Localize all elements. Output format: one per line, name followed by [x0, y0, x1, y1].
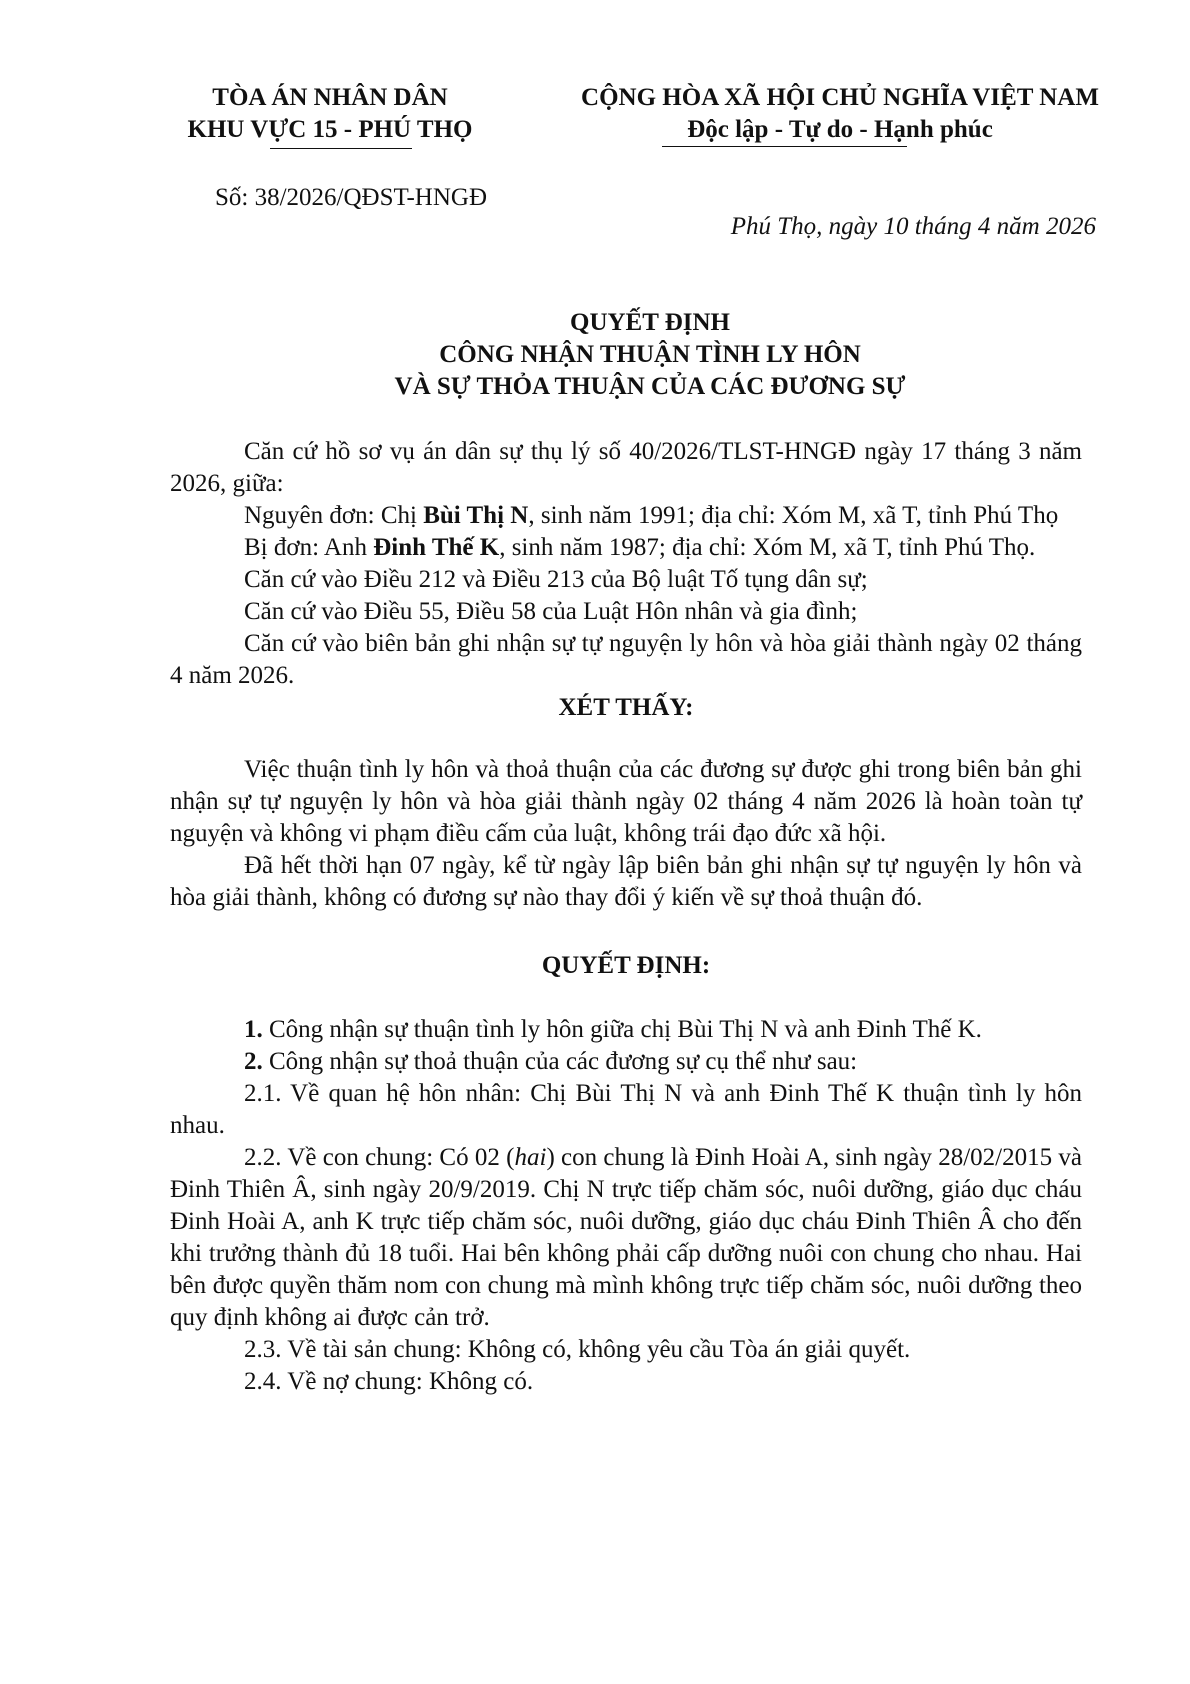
defendant-name: Đinh Thế K	[373, 534, 500, 561]
defendant-paragraph: Bị đơn: Anh Đinh Thế K, sinh năm 1987; địa chỉ: Xóm M, xã T, tỉnh Phú Thọ.	[244, 534, 1036, 561]
document-number: Số: 38/2026/QĐST-HNGĐ	[215, 184, 488, 211]
motto-underline	[662, 146, 907, 147]
legal-basis-3: Căn cứ vào biên bản ghi nhận sự tự nguyện ly hôn và hòa giải thành ngày 02 tháng 4 năm 2026.	[170, 630, 1082, 689]
findings-heading: XÉT THẤY:	[558, 694, 694, 721]
court-name-line1: TÒA ÁN NHÂN DÂN	[212, 84, 448, 111]
court-name-block	[170, 82, 490, 146]
findings-paragraph-2: Đã hết thời hạn 07 ngày, kể từ ngày lập biên bản ghi nhận sự tự nguyện ly hôn và hòa giải thành, không có đương sự nào thay đổi ý kiến về sự thoả thuận đó.	[170, 852, 1082, 911]
court-underline	[270, 148, 412, 149]
decision-item-2: 2. Công nhận sự thoả thuận của các đương sự cụ thể như sau:	[244, 1048, 858, 1075]
decision-item-2-2: 2.2. Về con chung: Có 02 (hai) con chung là Đinh Hoài A, sinh ngày 28/02/2015 và Đinh Thiên Â, sinh ngày 20/9/2019. Chị N trực tiếp chăm sóc, nuôi dưỡng, giáo dục cháu Đinh Hoài A, anh K trực tiếp chăm sóc, nuôi dưỡng, giáo dục cháu Đinh Thiên Â cho đến khi trưởng thành đủ 18 tuổi. Hai bên không phải cấp dưỡng nuôi con chung cho nhau. Hai bên được quyền thăm nom con chung mà mình không trực tiếp chăm sóc, nuôi dưỡng theo quy định không ai được cản trở.	[170, 1144, 1083, 1331]
legal-basis-2: Căn cứ vào Điều 55, Điều 58 của Luật Hôn nhân và gia đình;	[244, 598, 858, 625]
place-date: Phú Thọ, ngày 10 tháng 4 năm 2026	[730, 213, 1096, 240]
decision-item-2-4: 2.4. Về nợ chung: Không có.	[244, 1368, 534, 1395]
plaintiff-name: Bùi Thị N	[423, 502, 529, 529]
document-title	[170, 307, 1130, 403]
nation-name: CỘNG HÒA XÃ HỘI CHỦ NGHĨA VIỆT NAM	[581, 84, 1099, 111]
findings-paragraph-1: Việc thuận tình ly hôn và thoả thuận của các đương sự được ghi trong biên bản ghi nhận sự tự nguyện ly hôn và hòa giải thành ngày 02 tháng 4 năm 2026 là hoàn toàn tự nguyện và không vi phạm điều cấm của luật, không trái đạo đức xã hội.	[170, 756, 1082, 847]
decision-heading: QUYẾT ĐỊNH:	[541, 952, 711, 979]
document-body	[170, 436, 1082, 1398]
title-line2: CÔNG NHẬN THUẬN TÌNH LY HÔN	[439, 341, 861, 368]
nation-motto: Độc lập - Tự do - Hạnh phúc	[687, 116, 993, 143]
title-line3: VÀ SỰ THỎA THUẬN CỦA CÁC ĐƯƠNG SỰ	[394, 373, 906, 400]
national-motto-block	[550, 82, 1130, 146]
court-name-line2: KHU VỰC 15 - PHÚ THỌ	[187, 116, 473, 143]
case-basis-paragraph: Căn cứ hồ sơ vụ án dân sự thụ lý số 40/2026/TLST-HNGĐ ngày 17 tháng 3 năm 2026, giữa:	[170, 438, 1082, 497]
decision-item-2-3: 2.3. Về tài sản chung: Không có, không yêu cầu Tòa án giải quyết.	[244, 1336, 911, 1363]
decision-item-2-1: 2.1. Về quan hệ hôn nhân: Chị Bùi Thị N và anh Đinh Thế K thuận tình ly hôn nhau.	[170, 1080, 1082, 1139]
decision-item-1: 1. Công nhận sự thuận tình ly hôn giữa chị Bùi Thị N và anh Đinh Thế K.	[244, 1016, 982, 1043]
title-line1: QUYẾT ĐỊNH	[570, 309, 730, 336]
legal-basis-1: Căn cứ vào Điều 212 và Điều 213 của Bộ luật Tố tụng dân sự;	[244, 566, 868, 593]
plaintiff-paragraph: Nguyên đơn: Chị Bùi Thị N, sinh năm 1991; địa chỉ: Xóm M, xã T, tỉnh Phú Thọ	[244, 502, 1059, 529]
